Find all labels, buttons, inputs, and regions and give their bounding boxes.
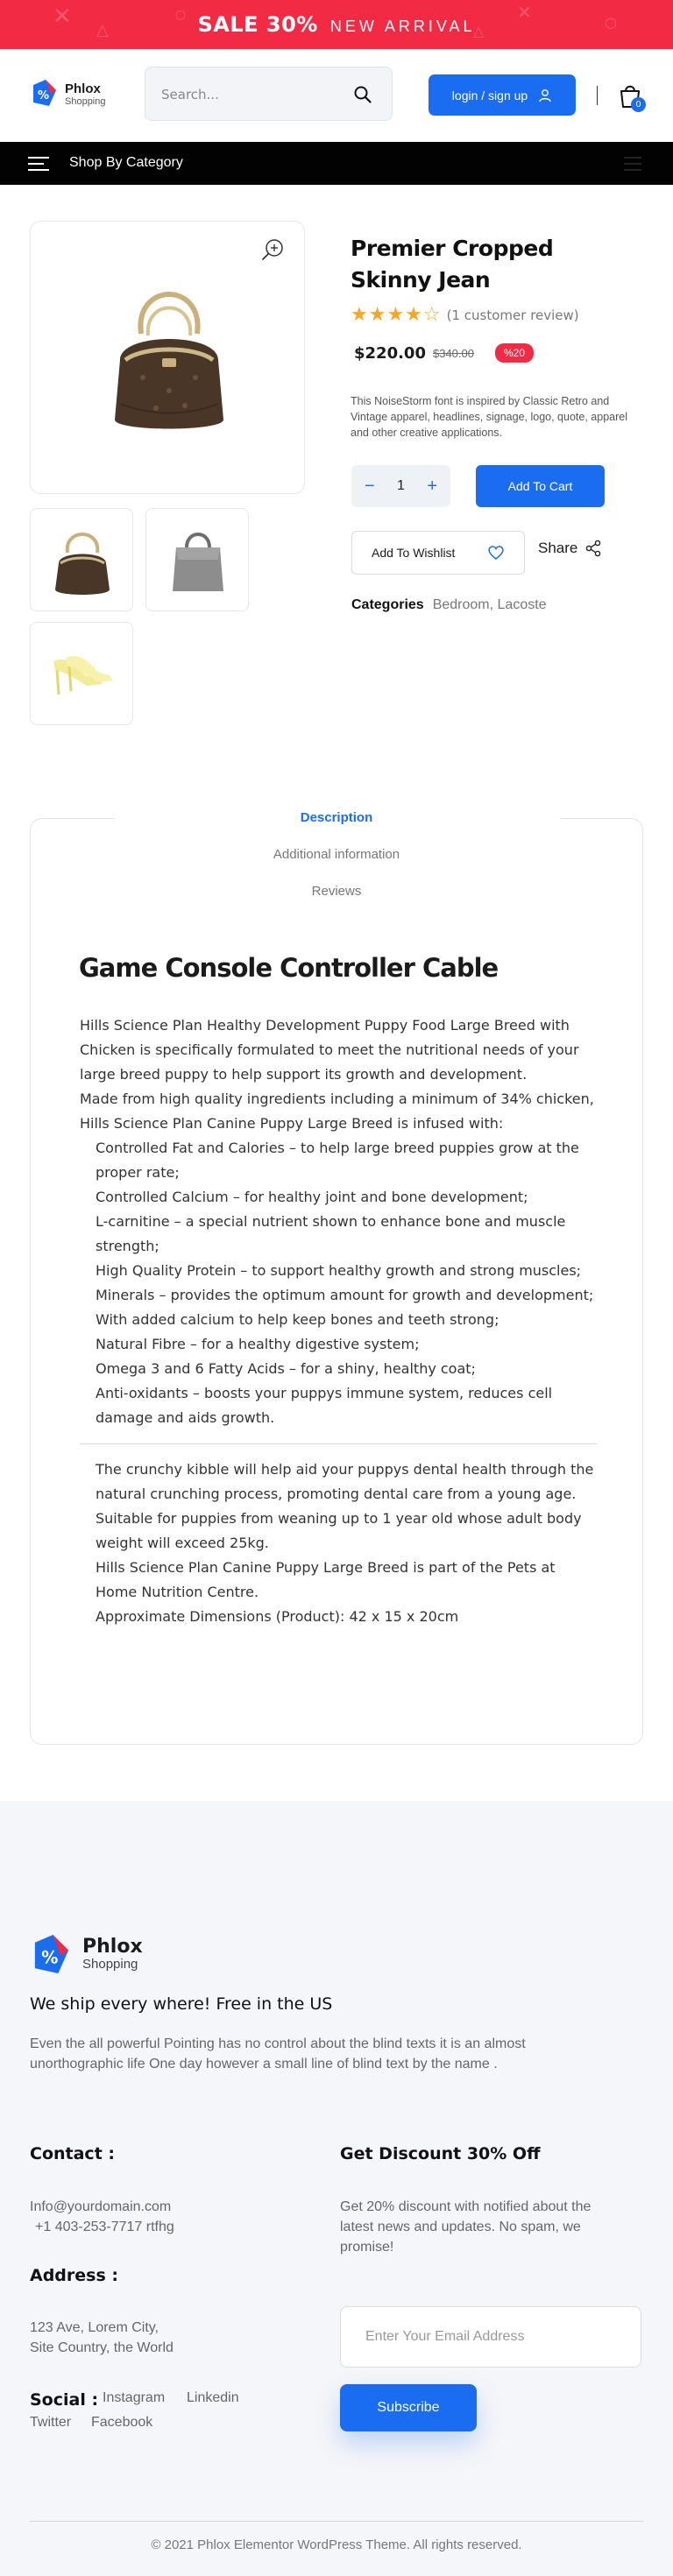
current-price: $220.00: [354, 343, 426, 363]
list-item: Controlled Calcium – for healthy joint and bone development;: [96, 1189, 528, 1205]
contact-email[interactable]: Info@yourdomain.com: [30, 2199, 172, 2214]
quantity-stepper: [351, 465, 450, 507]
description-intro: Hills Science Plan Healthy Development Puppy Food Large Breed with Chicken is specifically formulated to meet the nutritional needs of your large breed puppy to help support its growth and development.: [80, 1017, 579, 1083]
add-to-wishlist-button[interactable]: [351, 531, 525, 575]
tab-description[interactable]: Description: [300, 810, 373, 825]
list-item: Approximate Dimensions (Product): 42 x 15 x 20cm: [96, 1608, 459, 1625]
list-item: Minerals – provides the optimum amount for growth and development;: [96, 1287, 594, 1303]
categories-links[interactable]: Bedroom, Lacoste: [432, 597, 547, 612]
promo-sale: SALE 30%: [197, 12, 318, 37]
description-body: [80, 1013, 597, 1629]
decor-circle-icon: ○: [605, 14, 617, 31]
product-thumbnail[interactable]: [145, 508, 249, 611]
product-thumbnail[interactable]: [30, 622, 133, 725]
site-header: [0, 49, 673, 142]
site-footer: [0, 1801, 673, 2576]
svg-text:%: %: [41, 1947, 59, 1968]
description-intro-2: Made from high quality ingredients including a minimum of 34% chicken, Hills Science Plan Canine Puppy Large Breed is infused with:: [80, 1090, 594, 1132]
description-title: Game Console Controller Cable: [79, 953, 499, 983]
social-link-facebook[interactable]: Facebook: [91, 2415, 153, 2430]
shipping-headline: We ship every where! Free in the US: [30, 1994, 333, 2014]
price-row: [354, 343, 534, 363]
discount-badge: %20: [495, 343, 534, 363]
search-icon[interactable]: [353, 85, 372, 104]
list-item: Suitable for puppies from weaning up to 1 year old whose adult body weight will exceed 25kg.: [96, 1510, 582, 1551]
category-bar: [0, 142, 673, 185]
tab-reviews[interactable]: Reviews: [311, 884, 362, 899]
contact-phone[interactable]: +1 403-253-7717 rtfhg: [35, 2220, 174, 2234]
promo-banner[interactable]: [0, 0, 673, 49]
promo-text: [0, 12, 673, 37]
login-button[interactable]: [429, 74, 576, 116]
contact-heading: Contact :: [30, 2144, 115, 2163]
product-short-description: This NoiseStorm font is inspired by Classic Retro and Vintage apparel, headlines, signage, logo, quote, apparel and other creative applications.: [351, 395, 627, 439]
list-item: With added calcium to help keep bones and teeth strong;: [96, 1311, 499, 1328]
thumbnail-tote-image: [167, 525, 229, 595]
copyright-text: © 2021 Phlox Elementor WordPress Theme. All rights reserved.: [151, 2537, 522, 2552]
cart-count-badge: 0: [631, 97, 646, 112]
old-price: $340.00: [432, 346, 474, 360]
logo-icon: [30, 78, 60, 108]
search-box: [145, 67, 393, 121]
login-label: login / sign up: [451, 88, 528, 102]
menu-icon[interactable]: [28, 157, 49, 171]
footer-divider: [30, 2521, 643, 2522]
tab-additional-information[interactable]: Additional information: [273, 847, 400, 862]
thumbnail-handbag-image: [52, 525, 113, 596]
logo-name: Phlox: [65, 81, 101, 96]
product-main-image[interactable]: [30, 221, 305, 494]
list-item: L-carnitine – a special nutrient shown to enhance bone and muscle strength;: [96, 1213, 566, 1254]
user-icon: [538, 88, 552, 102]
address-heading: Address :: [30, 2266, 118, 2285]
newsletter-email-input[interactable]: [340, 2306, 641, 2368]
description-divider: [80, 1443, 597, 1444]
list-item: Controlled Fat and Calories – to help large breed puppies grow at the proper rate;: [96, 1140, 579, 1181]
wishlist-label: Add To Wishlist: [372, 546, 456, 560]
decor-triangle-icon: △: [96, 21, 109, 39]
decrease-quantity-button[interactable]: −: [365, 476, 375, 496]
discount-heading: Get Discount 30% Off: [340, 2144, 541, 2163]
discount-text-line: Get 20% discount with notified about the: [340, 2199, 592, 2214]
footer-logo-name: Phlox: [82, 1935, 143, 1958]
categories-label: Categories: [351, 597, 424, 612]
search-input[interactable]: [161, 85, 336, 104]
list-item: High Quality Protein – to support healthy growth and strong muscles;: [96, 1262, 582, 1279]
address-line-1: 123 Ave, Lorem City,: [30, 2320, 159, 2335]
product-categories: [351, 597, 547, 613]
logo-tagline: Shopping: [65, 95, 106, 107]
list-item: Hills Science Plan Canine Puppy Large Breed is part of the Pets at Home Nutrition Centre.: [96, 1559, 556, 1600]
list-item: Omega 3 and 6 Fatty Acids – for a shiny, healthy coat;: [96, 1360, 476, 1377]
footer-logo-tagline: Shopping: [82, 1956, 138, 1972]
decor-cross-icon: ✕: [517, 2, 532, 23]
svg-text:%: %: [38, 89, 50, 102]
product-title: Premier Cropped Skinny Jean: [351, 236, 554, 293]
header-divider: [597, 86, 598, 105]
secondary-menu-icon[interactable]: [624, 157, 641, 171]
thumbnail-heels-image: [46, 644, 117, 705]
add-to-cart-button[interactable]: Add To Cart: [476, 465, 605, 507]
product-thumbnail[interactable]: [30, 508, 133, 611]
heart-icon: [487, 545, 505, 561]
review-count-link[interactable]: (1 customer review): [446, 307, 579, 323]
discount-text-line: latest news and updates. No spam, we: [340, 2220, 581, 2234]
zoom-icon[interactable]: [260, 237, 285, 262]
quantity-value[interactable]: 1: [397, 478, 405, 493]
share-icon: [584, 540, 602, 557]
star-rating-icon: ★★★★☆: [351, 304, 442, 326]
list-item: The crunchy kibble will help aid your puppys dental health through the natural crunching process, promoting dental care from a young age.: [96, 1461, 594, 1502]
decor-triangle-icon: △: [473, 23, 485, 39]
footer-about-text: Even the all powerful Pointing has no control about the blind texts it is an almost unorthographic life One day however a small line of blind text by the name .: [30, 2036, 526, 2071]
social-heading: Social :: [30, 2390, 99, 2410]
handbag-image: [108, 272, 230, 439]
footer-logo[interactable]: [30, 1932, 143, 1976]
list-item: Anti-oxidants – boosts your puppys immune system, reduces cell damage and aids growth.: [96, 1385, 553, 1426]
social-link-instagram[interactable]: Instagram: [103, 2390, 166, 2405]
discount-text-line: promise!: [340, 2240, 394, 2255]
list-item: Natural Fibre – for a healthy digestive system;: [96, 1336, 420, 1352]
address-line-2: Site Country, the World: [30, 2340, 174, 2355]
promo-subtitle: NEW ARRIVAL: [329, 18, 476, 35]
decor-circle-icon: ○: [175, 8, 187, 22]
shop-by-category[interactable]: Shop By Category: [69, 155, 183, 170]
increase-quantity-button[interactable]: +: [427, 476, 437, 496]
subscribe-button[interactable]: Subscribe: [340, 2384, 477, 2431]
share-button[interactable]: [538, 540, 602, 557]
logo-icon: [30, 1932, 74, 1976]
site-logo[interactable]: [30, 78, 106, 108]
share-label: Share: [538, 540, 578, 556]
product-rating: [351, 304, 579, 326]
decor-cross-icon: ✕: [53, 4, 72, 30]
social-link-twitter[interactable]: Twitter: [30, 2415, 72, 2430]
cart-button[interactable]: [618, 82, 646, 112]
social-link-linkedin[interactable]: Linkedin: [187, 2390, 239, 2405]
